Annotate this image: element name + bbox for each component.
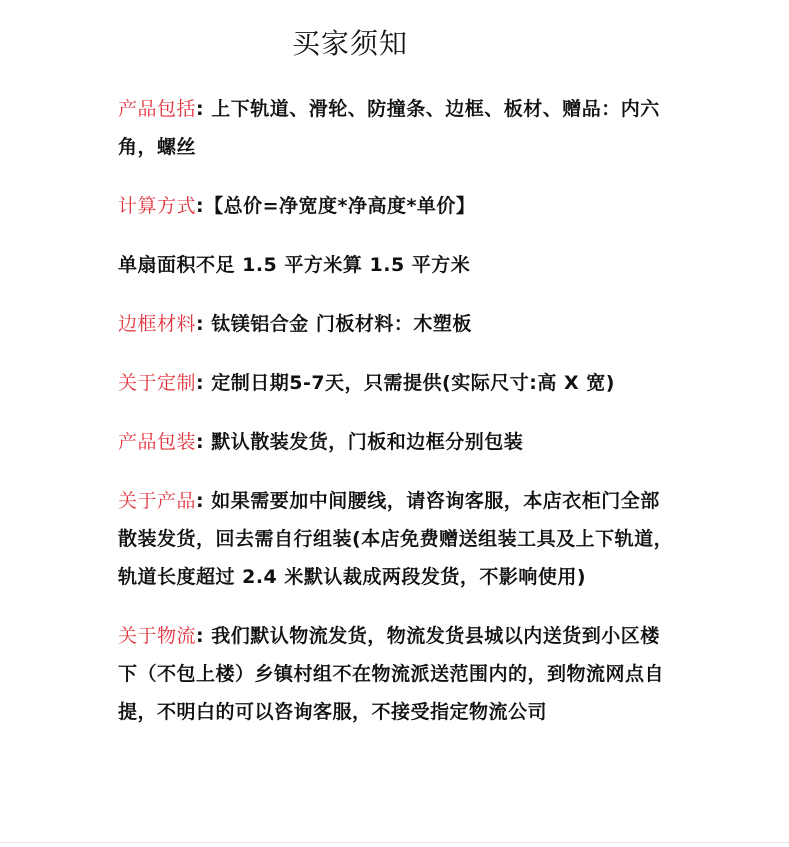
section-label: 边框材料 [118,313,197,335]
section-label: 关于产品 [118,490,197,512]
section-text: 如果需要加中间腰线，请咨询客服，本店衣柜门全部散装发货，回去需自行组装(本店免费赠送组装工具及上下轨道，轨道长度超过 2.4 米默认裁成两段发货，不影响使用) [118,490,674,588]
section-text: 钛镁铝合金 门板材料：木塑板 [211,313,472,335]
section-frame-material [118,305,678,343]
section-text: 我们默认物流发货，物流发货县城以内送货到小区楼下（不包上楼）乡镇村组不在物流派送范围内的，到物流网点自提，不明白的可以咨询客服，不接受指定物流公司 [118,625,665,723]
section-packaging [118,423,678,461]
section-minimum-area [118,246,678,284]
section-text: 【总价=净宽度*净高度*单价】 [204,195,476,217]
section-calculation-method [118,187,678,225]
section-label: 计算方式 [118,195,197,217]
section-about-product [118,482,678,596]
section-text: 上下轨道、滑轮、防撞条、边框、板材、赠品：内六角，螺丝 [118,98,660,158]
section-label: 关于定制 [118,372,197,394]
section-about-logistics [118,617,678,731]
page-title: 买家须知 [291,27,408,60]
section-separator: : [196,625,212,647]
section-label: 产品包括 [118,98,197,120]
section-customization [118,364,678,402]
section-text: 单扇面积不足 1.5 平方米算 1.5 平方米 [118,254,471,276]
section-separator: : [196,195,205,217]
section-separator: : [196,431,212,453]
section-separator: : [196,98,212,120]
bottom-divider [0,842,789,843]
section-label: 产品包装 [118,431,197,453]
section-separator: : [196,372,212,394]
section-product-includes [118,90,678,166]
section-label: 关于物流 [118,625,197,647]
notice-content [118,90,678,752]
section-separator: : [196,313,212,335]
section-text: 默认散装发货，门板和边框分别包装 [211,431,524,453]
section-text: 定制日期5-7天，只需提供(实际尺寸:高 X 宽) [211,372,615,394]
section-separator: : [196,490,212,512]
